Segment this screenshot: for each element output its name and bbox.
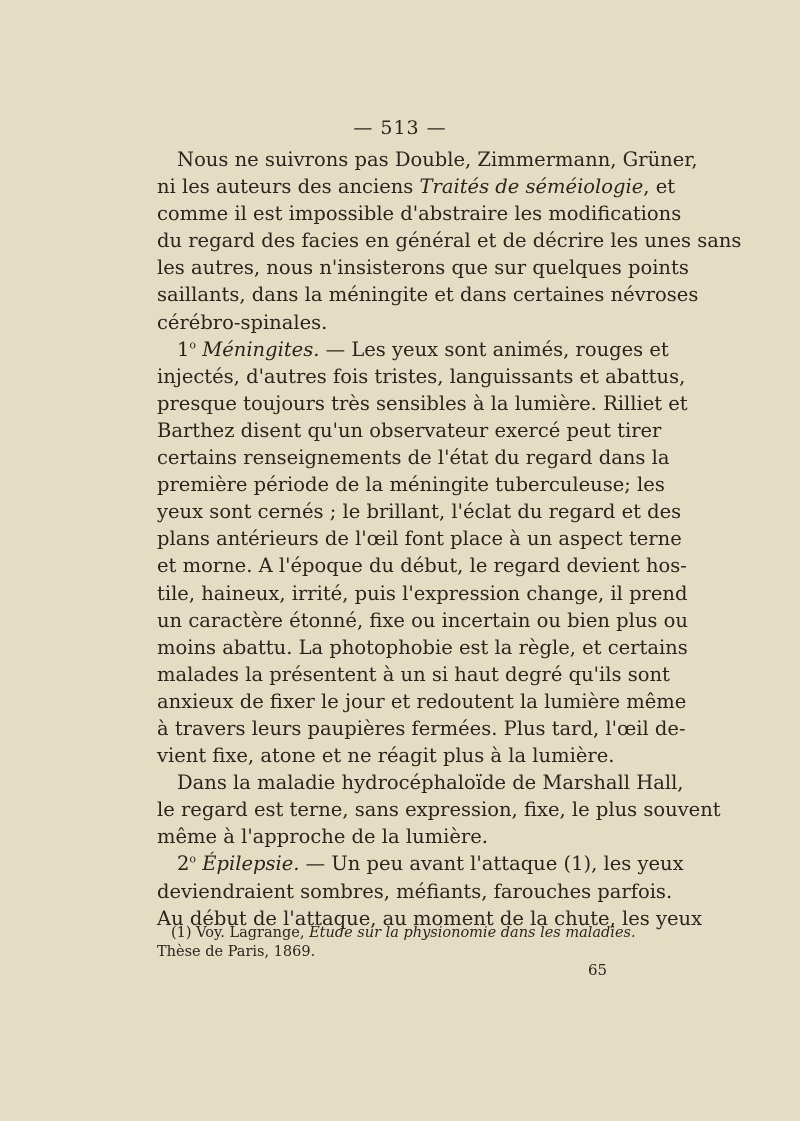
- footnote: [157, 924, 636, 962]
- text-line: du regard des facies en général et de décrire les unes sans: [157, 229, 742, 253]
- footnote-line: [157, 924, 636, 943]
- text-span: , et: [643, 175, 676, 199]
- text-line: à travers leurs paupières fermées. Plus tard, l'œil de-: [157, 716, 686, 740]
- text-line: première période de la méningite tuberculeuse; les: [157, 473, 665, 497]
- text-line: Dans la maladie hydrocéphaloïde de Marshall Hall,: [177, 771, 684, 795]
- text-line: certains renseignements de l'état du regard dans la: [157, 446, 670, 470]
- signature-mark: 65: [588, 961, 608, 979]
- footnote-line: Thèse de Paris, 1869.: [157, 944, 316, 960]
- italic-title: Traités de séméiologie: [419, 175, 644, 199]
- text-line: saillants, dans la méningite et dans certaines névroses: [157, 283, 699, 307]
- text-line: cérébro-spinales.: [157, 310, 328, 334]
- text-line: [157, 173, 676, 200]
- section-heading-meningites: [157, 336, 669, 363]
- text-line: plans antérieurs de l'œil font place à un aspect terne: [157, 527, 682, 551]
- text-line: le regard est terne, sans expression, fixe, le plus souvent: [157, 798, 721, 822]
- section-number: 1: [177, 337, 190, 361]
- text-line: malades la présentent à un si haut degré qu'ils sont: [157, 662, 670, 686]
- page-number: — 513 —: [353, 117, 447, 139]
- text-span: ni les auteurs des anciens: [157, 175, 420, 199]
- text-line: Au début de l'attaque, au moment de la chute, les yeux: [157, 906, 703, 930]
- text-line: deviendraient sombres, méfiants, farouches parfois.: [157, 879, 673, 903]
- text-line: un caractère étonné, fixe ou incertain ou bien plus ou: [157, 608, 688, 632]
- text-line: tile, haineux, irrité, puis l'expression change, il prend: [157, 581, 688, 605]
- text-line: Nous ne suivrons pas Double, Zimmermann, Grüner,: [177, 148, 698, 171]
- body-text: [157, 146, 742, 932]
- section-number: 2: [177, 852, 190, 876]
- section-heading-epilepsie: [157, 850, 684, 877]
- text-line: anxieux de fixer le jour et redoutent la lumière même: [157, 689, 687, 713]
- text-line: comme il est impossible d'abstraire les modifications: [157, 202, 682, 226]
- text-line: et morne. A l'époque du début, le regard devient hos-: [157, 554, 687, 578]
- ordinal-sup: o: [189, 338, 197, 352]
- text-line: les autres, nous n'insisterons que sur quelques points: [157, 256, 689, 280]
- text-line: yeux sont cernés ; le brillant, l'éclat du regard et des: [157, 500, 682, 524]
- text-line: presque toujours très sensibles à la lumière. Rilliet et: [157, 391, 688, 415]
- text-line: vient fixe, atone et ne réagit plus à la lumière.: [157, 744, 615, 768]
- section-title: Méningites.: [202, 337, 320, 361]
- text-span: — Les yeux sont animés, rouges et: [319, 337, 669, 361]
- footnote-prefix: (1) Voy. Lagrange,: [171, 925, 310, 941]
- ordinal-sup: o: [189, 852, 197, 866]
- text-span: — Un peu avant l'attaque (1), les yeux: [299, 852, 684, 876]
- text-line: Barthez disent qu'un observateur exercé peut tirer: [157, 418, 662, 442]
- text-line: moins abattu. La photophobie est la règle, et certains: [157, 635, 688, 659]
- text-line: même à l'approche de la lumière.: [157, 825, 488, 849]
- footnote-title: Étude sur la physionomie dans les maladies.: [309, 925, 636, 941]
- text-line: injectés, d'autres fois tristes, languissants et abattus,: [157, 364, 686, 388]
- section-title: Épilepsie.: [202, 852, 300, 876]
